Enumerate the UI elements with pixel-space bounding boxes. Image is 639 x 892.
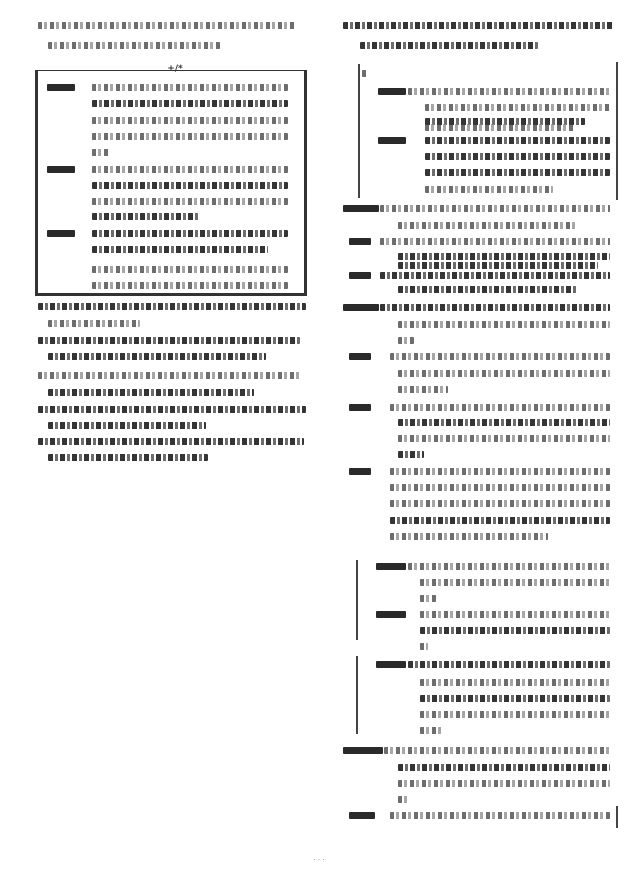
text-line xyxy=(390,468,610,475)
text-line xyxy=(343,22,613,29)
text-line xyxy=(92,198,288,205)
text-line xyxy=(92,149,110,156)
row-label xyxy=(47,84,75,91)
row-label xyxy=(376,661,406,668)
text-line xyxy=(38,438,304,445)
text-line xyxy=(420,579,610,586)
page-number: ... xyxy=(313,853,327,862)
column-rule xyxy=(356,560,358,640)
box-title: +/* xyxy=(167,64,183,74)
row-label xyxy=(378,88,406,95)
text-line xyxy=(398,253,610,260)
text-line xyxy=(420,595,436,602)
text-line xyxy=(390,484,610,491)
text-line xyxy=(398,764,610,771)
text-line xyxy=(380,304,610,311)
text-line xyxy=(92,213,200,220)
text-line xyxy=(390,533,548,540)
row-label xyxy=(343,205,379,212)
text-line xyxy=(380,238,610,245)
text-line xyxy=(420,611,610,618)
text-line xyxy=(425,104,610,111)
row-label xyxy=(349,812,375,819)
text-line xyxy=(38,22,296,29)
row-label xyxy=(349,238,371,245)
text-line xyxy=(38,337,300,344)
text-line xyxy=(420,643,428,650)
text-line xyxy=(398,222,578,229)
text-line xyxy=(408,563,610,570)
column-rule xyxy=(616,806,618,828)
text-line xyxy=(92,117,288,124)
column-rule xyxy=(358,64,360,198)
text-line xyxy=(398,337,414,344)
text-line xyxy=(48,42,220,49)
column-rule xyxy=(356,656,358,734)
text-line xyxy=(425,124,575,131)
text-line xyxy=(390,812,610,819)
text-line xyxy=(92,230,288,237)
text-line xyxy=(92,166,288,173)
text-line xyxy=(48,454,208,461)
text-line xyxy=(425,169,610,176)
text-line xyxy=(92,246,268,253)
text-line xyxy=(420,711,610,718)
text-line xyxy=(420,679,610,686)
row-label xyxy=(343,304,379,311)
text-line xyxy=(38,406,306,413)
text-line xyxy=(360,42,538,49)
row-label xyxy=(349,404,371,411)
row-label xyxy=(47,230,75,237)
text-line xyxy=(92,282,288,289)
text-line xyxy=(398,286,578,293)
text-line xyxy=(408,661,610,668)
text-line xyxy=(380,205,610,212)
text-line xyxy=(48,389,254,396)
row-label xyxy=(376,611,406,618)
row-label xyxy=(376,563,406,570)
text-line xyxy=(390,404,610,411)
text-line xyxy=(398,262,598,269)
text-line xyxy=(380,272,610,279)
text-line xyxy=(420,695,610,702)
text-line xyxy=(92,266,288,273)
text-line xyxy=(38,303,306,310)
row-label xyxy=(349,272,371,279)
text-line xyxy=(384,747,610,754)
text-line xyxy=(92,100,288,107)
text-line xyxy=(425,137,610,144)
text-line xyxy=(425,186,553,193)
text-line xyxy=(390,517,610,524)
row-label xyxy=(343,747,383,754)
text-line xyxy=(398,386,448,393)
text-line xyxy=(398,370,610,377)
text-line xyxy=(420,727,442,734)
text-line xyxy=(390,500,610,507)
text-line xyxy=(390,353,610,360)
text-line xyxy=(398,780,610,787)
text-line xyxy=(398,321,610,328)
text-line xyxy=(408,88,610,95)
text-line xyxy=(48,353,266,360)
text-line xyxy=(398,419,610,426)
text-line xyxy=(38,372,300,379)
text-line xyxy=(398,796,408,803)
text-line xyxy=(92,133,288,140)
text-line xyxy=(92,84,288,91)
row-label xyxy=(378,137,406,144)
text-line xyxy=(48,422,206,429)
text-line xyxy=(92,182,288,189)
text-line xyxy=(398,451,424,458)
text-line xyxy=(398,435,610,442)
text-line xyxy=(362,70,368,77)
text-line xyxy=(420,627,610,634)
text-line xyxy=(425,153,610,160)
row-label xyxy=(349,353,371,360)
text-line xyxy=(48,320,140,327)
row-label xyxy=(47,166,75,173)
column-rule xyxy=(616,62,618,200)
row-label xyxy=(349,468,371,475)
